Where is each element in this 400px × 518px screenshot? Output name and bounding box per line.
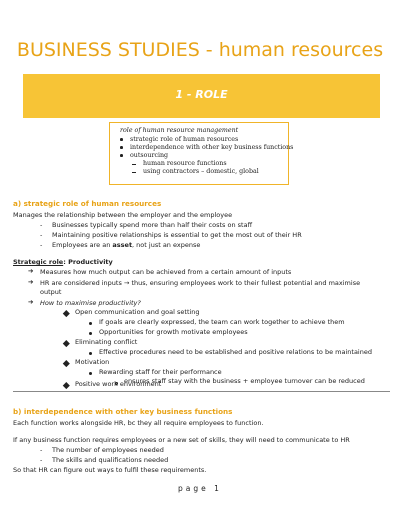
section-banner bbox=[23, 74, 380, 118]
bullet-icon bbox=[89, 352, 92, 355]
section-heading-a: a) strategic role of human resources bbox=[13, 199, 162, 208]
list-item: Measures how much output can be achieved from a certain amount of inputs bbox=[40, 268, 292, 276]
list-item: The number of employees needed bbox=[52, 446, 164, 454]
bullet-icon bbox=[120, 154, 123, 157]
list-item: If goals are clearly expressed, the team can work together to achieve them bbox=[99, 318, 345, 326]
dash-icon bbox=[132, 164, 136, 165]
list-item: Positive work environment bbox=[75, 380, 162, 388]
arrow-icon: ➔ bbox=[28, 278, 34, 286]
summary-box-title: role of human resource management bbox=[120, 127, 239, 134]
list-item: Maintaining positive relationships is essential to get the most out of their HR bbox=[52, 231, 302, 239]
paragraph: If any business function requires employees or a new set of skills, they will need to communicate to HR bbox=[13, 436, 350, 444]
diamond-bullet-icon bbox=[63, 310, 69, 316]
summary-item: outsourcing bbox=[130, 151, 169, 159]
summary-subitem: using contractors – domestic, global bbox=[143, 168, 259, 175]
diamond-bullet-icon bbox=[63, 360, 69, 366]
list-item: The skills and qualifications needed bbox=[52, 456, 169, 464]
list-item: Opportunities for growth motivate employees bbox=[99, 328, 248, 336]
dash-icon: - bbox=[40, 241, 43, 249]
divider bbox=[13, 391, 390, 392]
list-item: Open communication and goal setting bbox=[75, 308, 200, 316]
section-heading-b: b) interdependence with other key business functions bbox=[13, 407, 233, 416]
bullet-icon bbox=[89, 332, 92, 335]
summary-subitem: human resource functions bbox=[143, 160, 227, 167]
paragraph: Manages the relationship between the employer and the employee bbox=[13, 211, 233, 219]
subheading: Strategic role: Productivity bbox=[13, 258, 113, 266]
arrow-icon: ➔ bbox=[28, 267, 34, 275]
banner-label: 1 - ROLE bbox=[175, 88, 228, 101]
list-item-continued: output bbox=[40, 288, 62, 296]
bullet-icon bbox=[89, 372, 92, 375]
list-item: HR are considered inputs → thus, ensuring employees work to their fullest potential and maximise bbox=[40, 279, 361, 287]
summary-item: interdependence with other key business functions bbox=[130, 143, 294, 151]
dash-icon: - bbox=[40, 221, 43, 229]
dash-icon bbox=[132, 172, 136, 173]
page-number: page 1 bbox=[178, 484, 222, 493]
list-item: Businesses typically spend more than half their costs on staff bbox=[52, 221, 253, 229]
dash-icon: - bbox=[40, 446, 43, 454]
arrow-icon: ➔ bbox=[28, 298, 34, 306]
dash-icon: - bbox=[40, 456, 43, 464]
bullet-icon bbox=[120, 146, 123, 149]
summary-item: strategic role of human resources bbox=[130, 135, 239, 143]
diamond-bullet-icon bbox=[63, 340, 69, 346]
paragraph: Each function works alongside HR, bc they all require employees to function. bbox=[13, 419, 264, 427]
list-item: Motivation bbox=[75, 358, 110, 366]
bullet-icon bbox=[120, 138, 123, 141]
list-item: Effective procedures need to be established and positive relations to be maintained bbox=[99, 348, 372, 356]
list-item: Employees are an asset, not just an expense bbox=[52, 241, 201, 249]
list-item: Rewarding staff for their performance bbox=[99, 368, 222, 376]
list-item: How to maximise productivity? bbox=[40, 299, 141, 307]
summary-box bbox=[109, 122, 294, 185]
paragraph: So that HR can figure out ways to fulfil these requirements. bbox=[13, 466, 207, 474]
page-title: BUSINESS STUDIES - human resources bbox=[16, 39, 384, 61]
bullet-icon bbox=[89, 322, 92, 325]
list-item: Eliminating conflict bbox=[75, 338, 138, 346]
dash-icon: - bbox=[40, 231, 43, 239]
list-item: ensures staff stay with the business + employee turnover can be reduced bbox=[124, 377, 365, 385]
